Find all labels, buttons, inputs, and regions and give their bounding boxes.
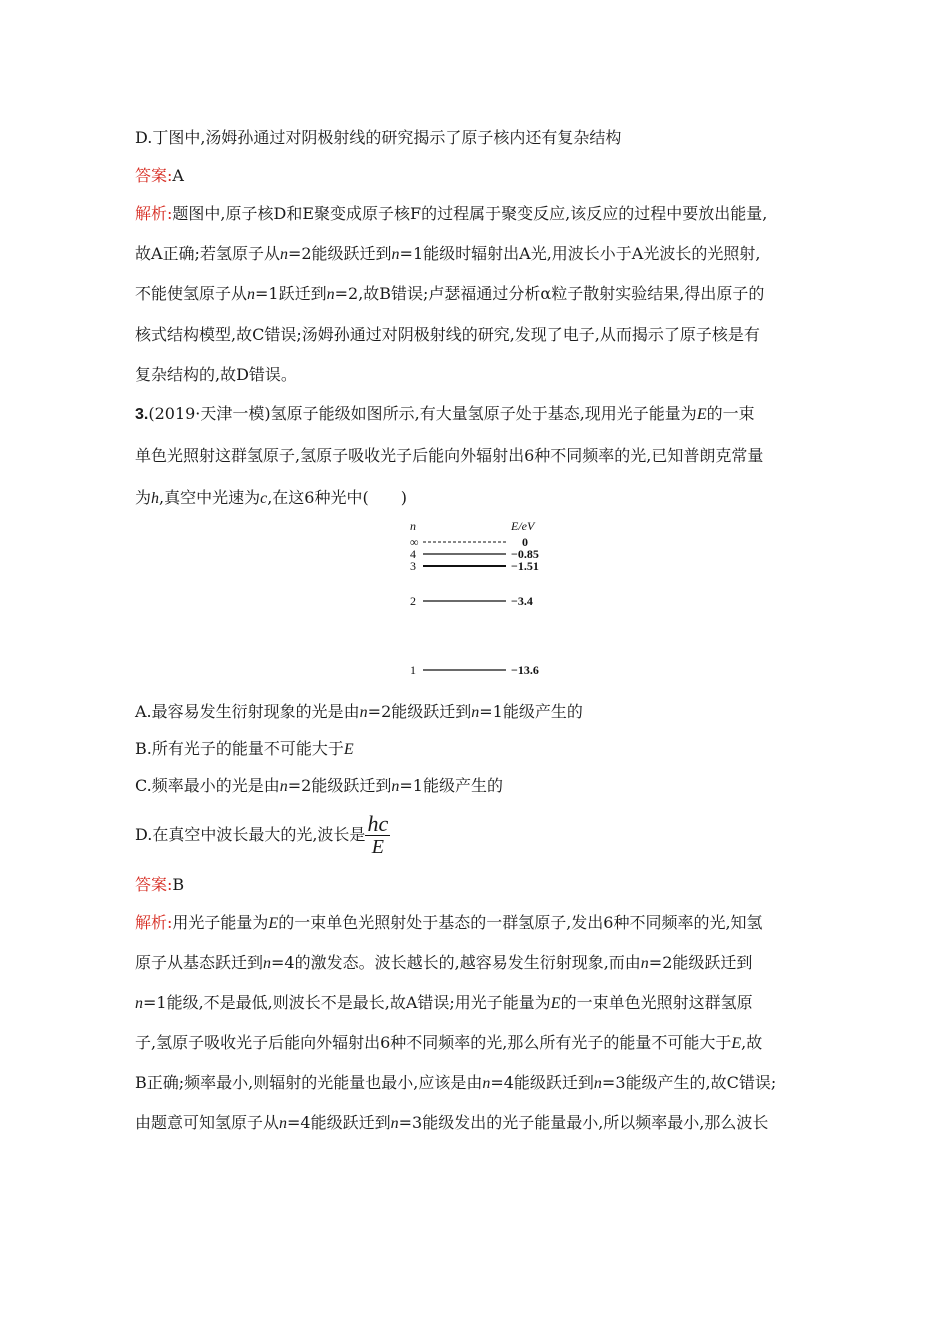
answer-prev <box>135 166 184 186</box>
level-energy-label: −0.85 <box>511 547 539 561</box>
variable: n <box>263 955 272 972</box>
analysis-prev-line-3 <box>135 284 764 305</box>
level-n-label: ∞ <box>410 535 419 549</box>
text-run: 故A正确;若氢原子从 <box>135 244 280 263</box>
level-n-label: 1 <box>410 663 416 677</box>
question-3-line-3 <box>135 488 407 509</box>
analysis-q3-line-5 <box>135 1073 776 1094</box>
text-run: B.所有光子的能量不可能大于 <box>135 739 344 758</box>
text-run: 用光子能量为 <box>172 913 269 932</box>
text-run: =1能级产生的 <box>479 702 583 721</box>
variable: n <box>326 286 335 303</box>
text-run: =1能级,不是最低,则波长不是最长,故A错误;用光子能量为 <box>143 993 551 1012</box>
fraction-numerator: hc <box>367 811 389 836</box>
variable: n <box>391 778 400 795</box>
answer-value: B <box>172 875 185 894</box>
question-number: 3. <box>135 406 149 423</box>
analysis-q3-line-1 <box>135 913 763 934</box>
variable: n <box>247 286 256 303</box>
energy-level-diagram <box>400 516 570 682</box>
text-run: 由题意可知氢原子从 <box>135 1113 280 1132</box>
text-run: C.频率最小的光是由 <box>135 776 280 795</box>
variable: n <box>593 1075 602 1092</box>
fraction-denominator: E <box>371 836 384 858</box>
text-run: =1能级时辐射出A光,用波长小于A光波长的光照射, <box>399 244 761 263</box>
text-run: =2能级跃迁到 <box>648 953 753 972</box>
text-run: =2能级跃迁到 <box>367 702 472 721</box>
answer-label: 答案: <box>135 875 173 894</box>
level-energy-label: −1.51 <box>511 559 539 573</box>
level-energy-label: 0 <box>522 535 528 549</box>
analysis-prev-line-4: 核式结构模型,故C错误;汤姆孙通过对阴极射线的研究,发现了电子,从而揭示了原子核是有 <box>135 325 760 344</box>
level-n-label: 2 <box>410 594 416 608</box>
text-run: 子,氢原子吸收光子后能向外辐射出6种不同频率的光,那么所有光子的能量不可能大于 <box>135 1033 732 1052</box>
question-3-line-1 <box>135 404 755 425</box>
option-d-prev: D.丁图中,汤姆孙通过对阴极射线的研究揭示了原子核内还有复杂结构 <box>135 128 622 147</box>
text-run: =3能级发出的光子能量最小,所以频率最小,那么波长 <box>398 1113 769 1132</box>
energy-axis-label: E/eV <box>511 519 535 533</box>
text-run: 的一束单色光照射这群氢原 <box>560 993 753 1012</box>
stem-text: (2019·天津一模)氢原子能级如图所示,有大量氢原子处于基态,现用光子能量为 <box>148 404 697 423</box>
answer-q3 <box>135 875 184 895</box>
text-run: 原子从基态跃迁到 <box>135 953 264 972</box>
analysis-label: 解析: <box>135 204 173 223</box>
level-energy-label: −3.4 <box>511 594 533 608</box>
var-e: E <box>696 406 707 423</box>
option-b <box>135 739 354 760</box>
variable: n <box>279 1115 288 1132</box>
text-run: =2能级跃迁到 <box>287 776 392 795</box>
variable: n <box>640 955 649 972</box>
analysis-prev-line-5: 复杂结构的,故D错误。 <box>135 365 297 384</box>
variable: n <box>135 995 143 1012</box>
text-run: =4能级跃迁到 <box>287 1113 391 1132</box>
text-run: 不能使氢原子从 <box>135 284 248 303</box>
fraction-hc-over-e <box>365 813 390 858</box>
variable: E <box>268 915 279 932</box>
text-run: =2能级跃迁到 <box>287 244 392 263</box>
text-run: =4的激发态。波长越长的,越容易发生衍射现象,而由 <box>271 953 641 972</box>
analysis-q3-line-6 <box>135 1113 768 1134</box>
var-h: h <box>151 490 160 507</box>
level-n-label: 3 <box>410 559 416 573</box>
variable: n <box>279 778 288 795</box>
analysis-prev-line-2 <box>135 244 760 265</box>
analysis-text: 题图中,原子核D和E聚变成原子核F的过程属于聚变反应,该反应的过程中要放出能量, <box>172 204 768 223</box>
text-run: A.最容易发生衍射现象的光是由 <box>135 702 360 721</box>
level-energy-label: −13.6 <box>511 663 539 677</box>
stem-text: ,在这6种光中( ) <box>267 488 407 507</box>
option-d <box>135 810 390 860</box>
option-d-text: D.在真空中波长最大的光,波长是 <box>135 825 366 844</box>
text-run: =1能级产生的 <box>399 776 503 795</box>
analysis-prev-line-1 <box>135 204 767 224</box>
var-c: c <box>260 490 268 507</box>
answer-label: 答案: <box>135 166 173 185</box>
stem-text: ,真空中光速为 <box>159 488 261 507</box>
option-c <box>135 776 503 797</box>
variable: n <box>482 1075 491 1092</box>
text-run: ,故 <box>741 1033 763 1052</box>
variable: n <box>391 246 400 263</box>
text-run: =2,故B错误;卢瑟福通过分析α粒子散射实验结果,得出原子的 <box>334 284 765 303</box>
analysis-label: 解析: <box>135 913 173 932</box>
variable: E <box>731 1035 742 1052</box>
text-run: =1跃迁到 <box>255 284 327 303</box>
question-3-line-2: 单色光照射这群氢原子,氢原子吸收光子后能向外辐射出6种不同频率的光,已知普朗克常量 <box>135 446 764 465</box>
stem-text: 为 <box>135 488 152 507</box>
analysis-text <box>172 913 762 932</box>
text-run: =3能级产生的,故C错误; <box>601 1073 777 1092</box>
analysis-q3-line-3 <box>135 993 753 1014</box>
variable: E <box>550 995 561 1012</box>
level-n-label: 4 <box>410 547 416 561</box>
variable: n <box>279 246 288 263</box>
text-run: =4能级跃迁到 <box>490 1073 594 1092</box>
answer-value: A <box>172 166 184 185</box>
variable: n <box>390 1115 399 1132</box>
variable: n <box>471 704 480 721</box>
option-a <box>135 702 583 723</box>
analysis-q3-line-4 <box>135 1033 762 1054</box>
variable: E <box>343 741 354 758</box>
text-run: 的一束单色光照射处于基态的一群氢原子,发出6种不同频率的光,知氢 <box>278 913 763 932</box>
stem-text: 的一束 <box>706 404 755 423</box>
text-run: B正确;频率最小,则辐射的光能量也最小,应该是由 <box>135 1073 483 1092</box>
variable: n <box>359 704 368 721</box>
n-axis-label: n <box>410 519 416 533</box>
analysis-q3-line-2 <box>135 953 752 974</box>
